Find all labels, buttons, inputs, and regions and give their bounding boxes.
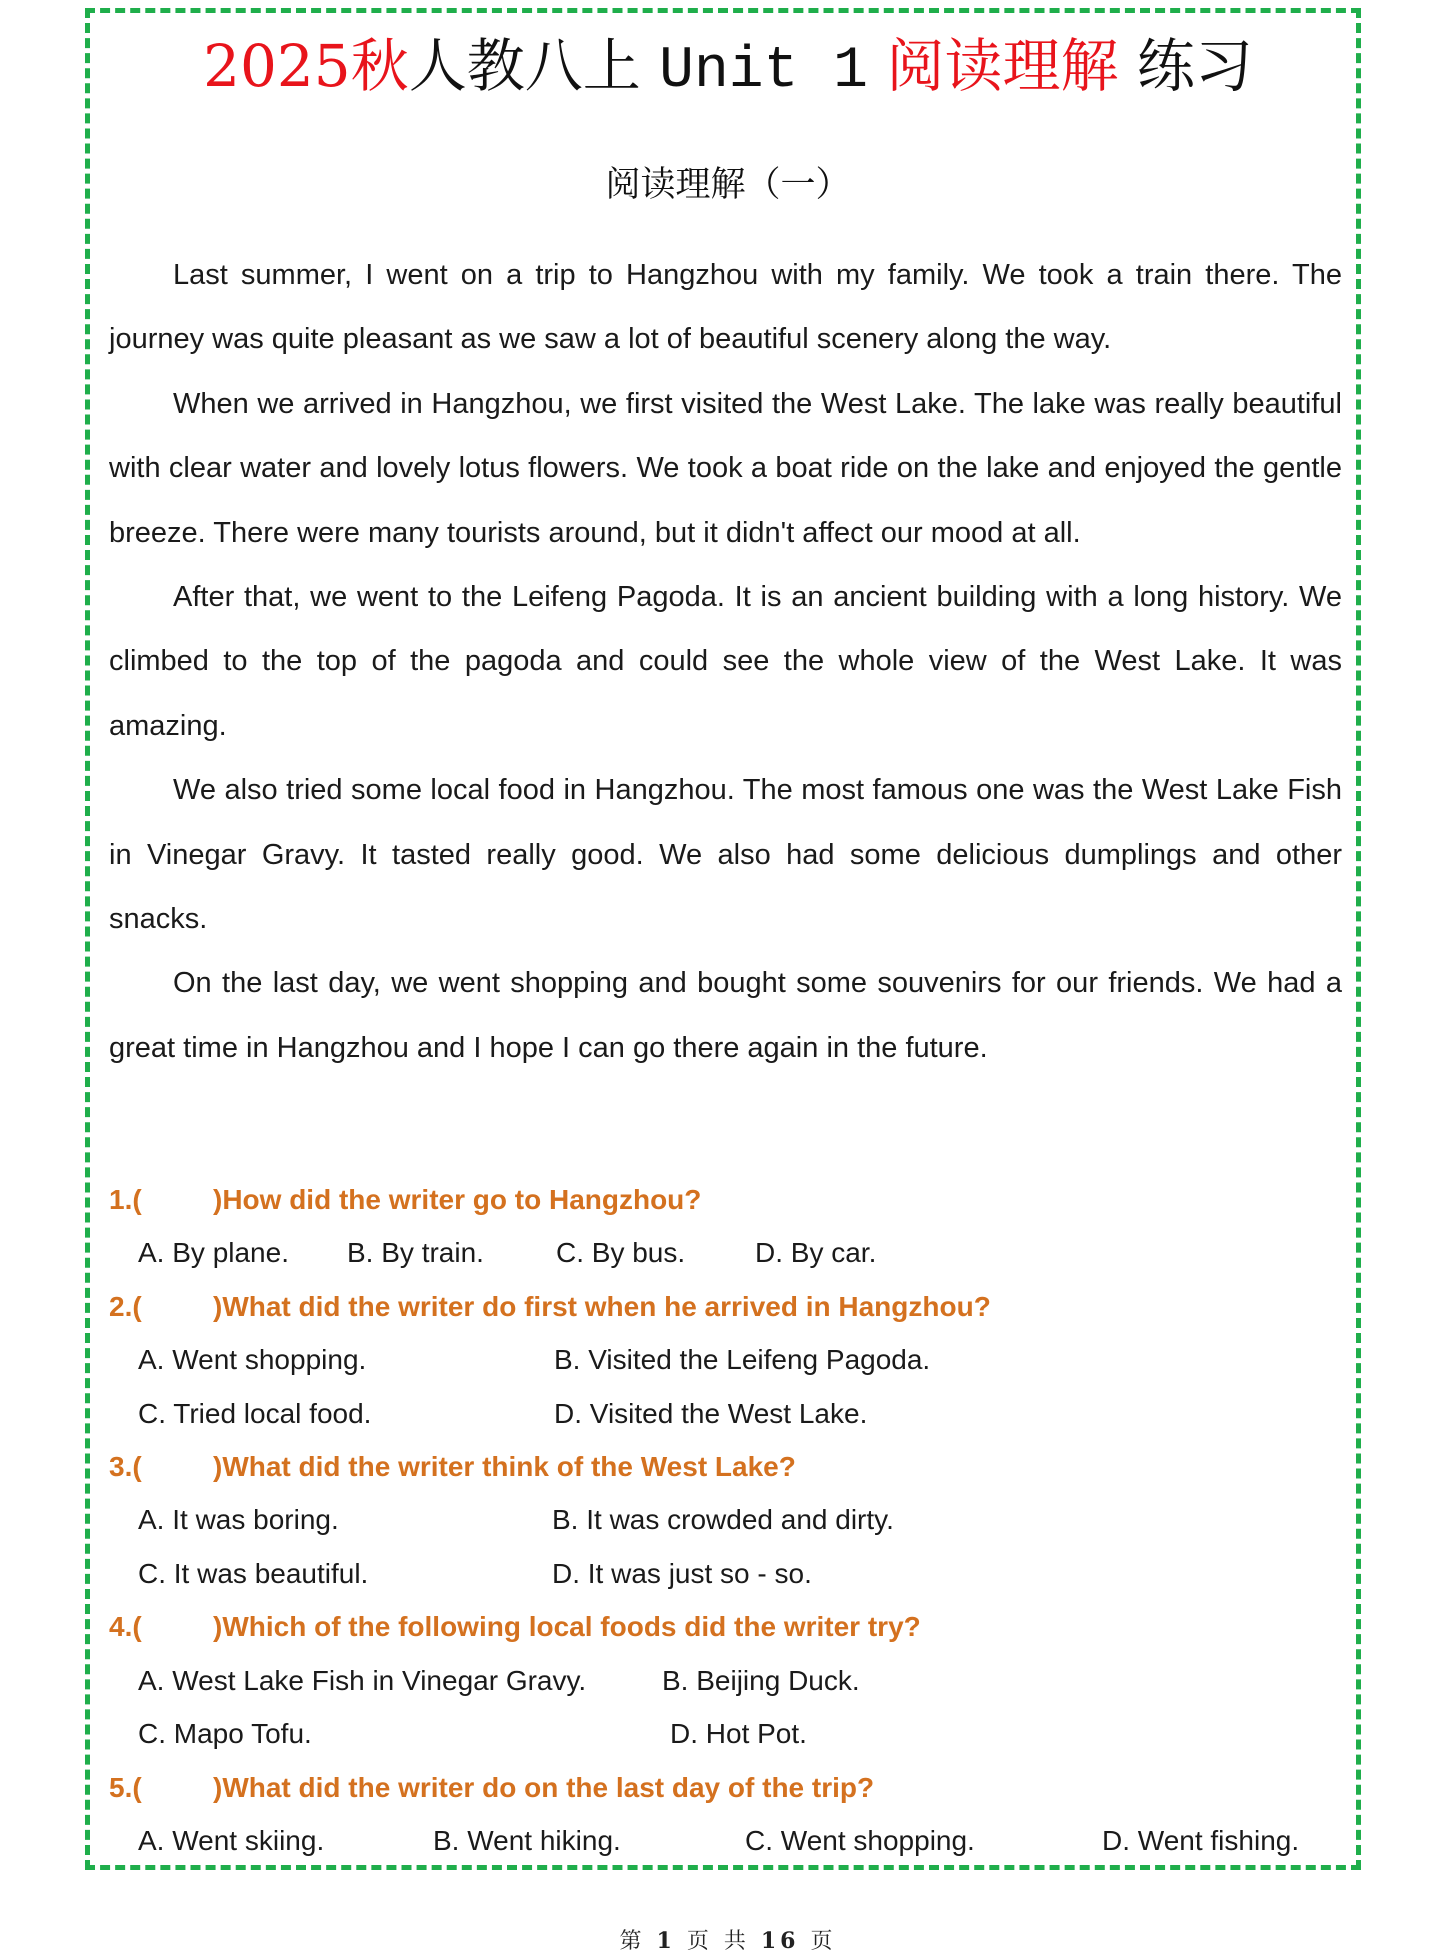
title-section: 阅读理解 (886, 32, 1119, 100)
option-b: B. Visited the Leifeng Pagoda. (554, 1344, 931, 1375)
question-4 (109, 1607, 921, 1647)
option-a: A. Went shopping. (138, 1344, 367, 1375)
title-practice: 练习 (1136, 32, 1253, 100)
question-text: )Which of the following local foods did the writer try? (213, 1611, 921, 1642)
footer-prefix: 第 (619, 1929, 646, 1954)
option-a: A. West Lake Fish in Vinegar Gravy. (138, 1665, 587, 1696)
question-text: )What did the writer think of the West Lake? (213, 1451, 796, 1482)
option-b: B. Went hiking. (433, 1825, 621, 1856)
title-textbook: 人教八上 (408, 32, 641, 100)
option-c: C. Went shopping. (745, 1825, 975, 1856)
title-season: 秋 (350, 32, 409, 100)
footer-middle: 页 共 (686, 1929, 750, 1954)
question-number: 5.( (109, 1772, 142, 1803)
section-heading: 阅读理解（一） (605, 165, 851, 205)
question-2 (109, 1287, 991, 1327)
option-c: C. Tried local food. (138, 1398, 372, 1429)
question-number: 3.( (109, 1451, 142, 1482)
passage-paragraph: Last summer, I went on a trip to Hangzhou with my family. We took a train there. The journey was quite pleasant as we saw a lot of beautiful scenery along the way. (109, 259, 1342, 356)
title-year: 2025 (203, 32, 351, 100)
option-b: B. It was crowded and dirty. (552, 1504, 894, 1535)
question-3 (109, 1447, 796, 1487)
option-d: D. Went fishing. (1102, 1825, 1300, 1856)
passage-paragraph: When we arrived in Hangzhou, we first visited the West Lake. The lake was really beautiful with clear water and lovely lotus flowers. We took a boat ride on the lake and enjoyed the gentle breeze. There were many tourists around, but it didn't affect our mood at all. (109, 387, 1342, 549)
option-a: A. Went skiing. (138, 1825, 325, 1856)
page-footer (0, 1924, 1456, 1955)
reading-passage (109, 243, 1342, 1080)
passage-paragraph: We also tried some local food in Hangzhou. The most famous one was the West Lake Fish in Vinegar Gravy. It tasted really good. We also had some delicious dumplings and other snacks. (109, 774, 1342, 936)
question-number: 2.( (109, 1291, 142, 1322)
option-d: D. It was just so - so. (552, 1558, 812, 1589)
passage-paragraph: On the last day, we went shopping and bought some souvenirs for our friends. We had a great time in Hangzhou and I hope I can go there again in the future. (109, 967, 1342, 1064)
question-1 (109, 1180, 701, 1220)
option-c: C. Mapo Tofu. (138, 1718, 312, 1749)
option-a: A. It was boring. (138, 1504, 339, 1535)
question-text: )What did the writer do first when he arrived in Hangzhou? (213, 1291, 991, 1322)
footer-suffix: 页 (810, 1929, 837, 1954)
option-b: B. By train. (347, 1237, 484, 1268)
question-text: )What did the writer do on the last day of the trip? (213, 1772, 875, 1803)
total-pages: 16 (760, 1928, 800, 1954)
option-b: B. Beijing Duck. (662, 1665, 860, 1696)
option-d: D. Visited the West Lake. (554, 1398, 868, 1429)
question-number: 1.( (109, 1184, 142, 1215)
option-c: C. It was beautiful. (138, 1558, 369, 1589)
passage-paragraph: After that, we went to the Leifeng Pagoda. It is an ancient building with a long history. We climbed to the top of the pagoda and could see the whole view of the West Lake. It was amazing. (109, 581, 1342, 742)
option-d: D. Hot Pot. (670, 1718, 807, 1749)
option-d: D. By car. (755, 1237, 877, 1268)
question-text: )How did the writer go to Hangzhou? (213, 1184, 702, 1215)
question-5 (109, 1768, 874, 1808)
page-number: 1 (656, 1928, 676, 1954)
option-a: A. By plane. (138, 1237, 289, 1268)
question-number: 4.( (109, 1611, 142, 1642)
title-unit: Unit 1 (659, 39, 868, 104)
option-c: C. By bus. (556, 1237, 686, 1268)
page-title (0, 26, 1456, 112)
